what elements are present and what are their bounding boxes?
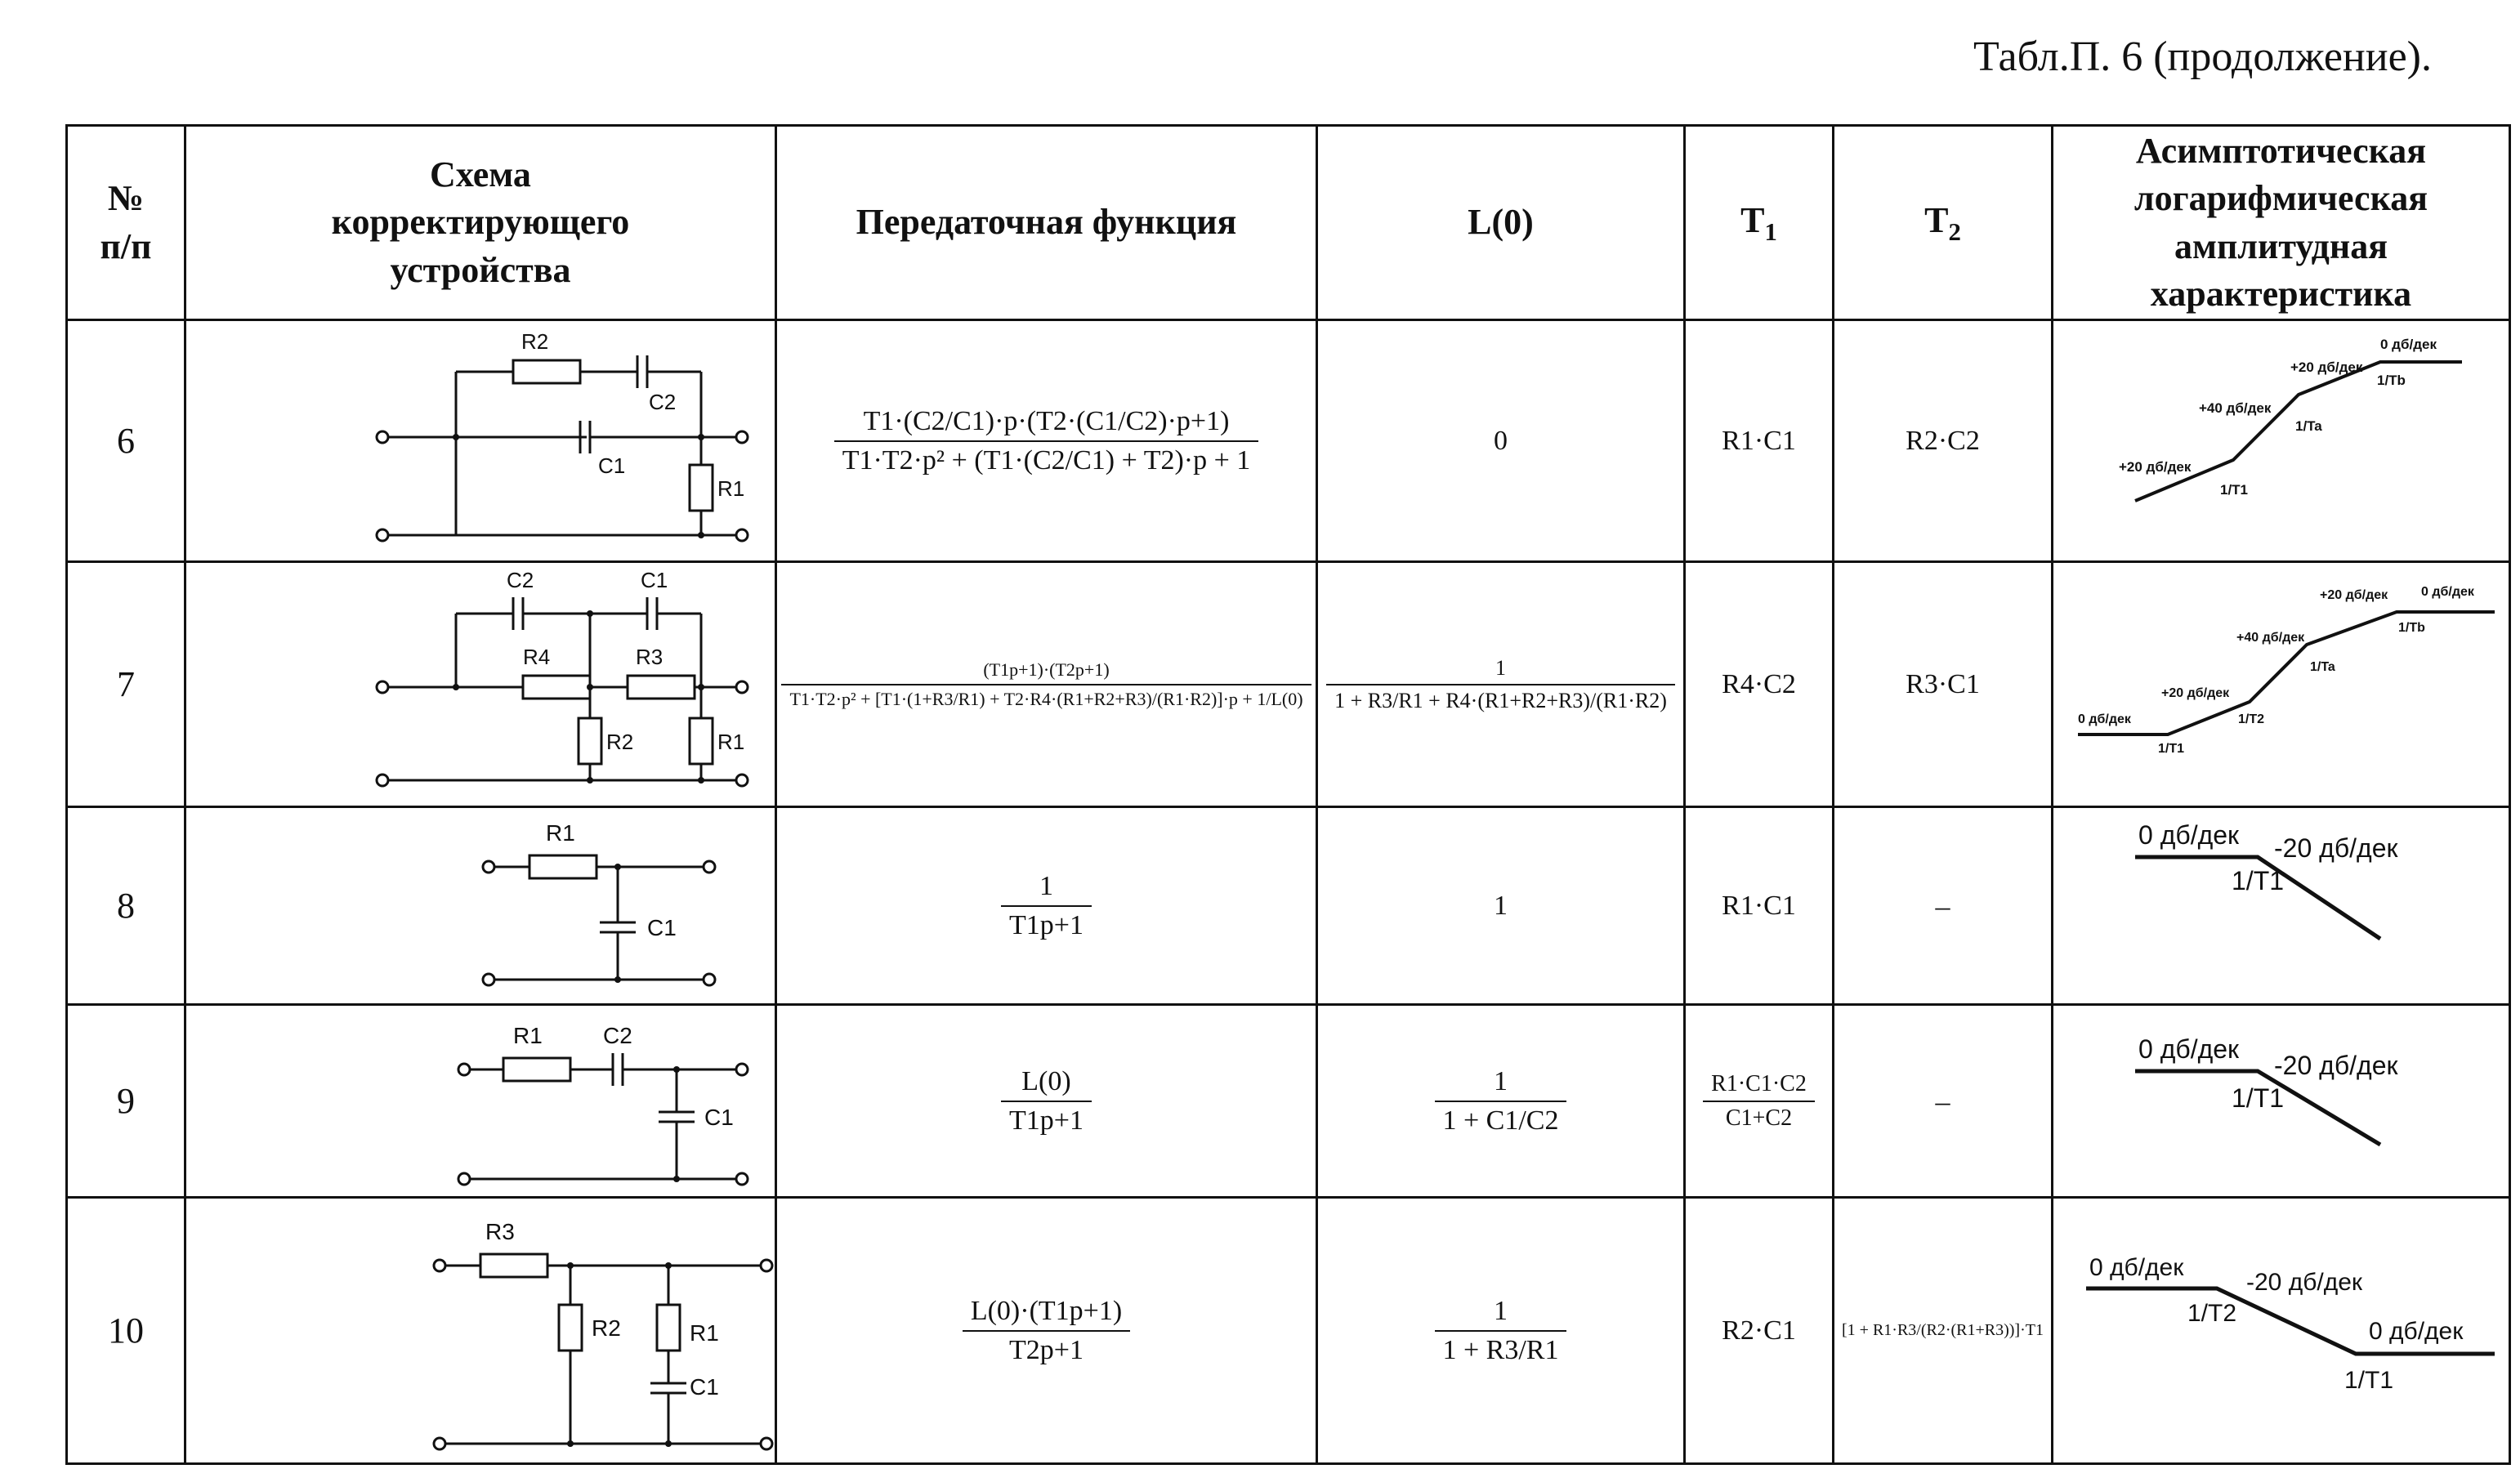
transfer-numerator: T1·(C2/C1)·p·(T2·(C1/C2)·p+1) xyxy=(863,405,1230,436)
slope-label-1: 0 дб/дек xyxy=(2138,1034,2240,1064)
t1-numerator: R1·C1·C2 xyxy=(1711,1070,1807,1096)
slope-label-4: 0 дб/дек xyxy=(2380,337,2437,352)
terminal-out-top xyxy=(736,1064,748,1075)
circuit-diagram-6 xyxy=(186,321,775,556)
terminal-in-top xyxy=(434,1260,445,1271)
terminal-in-bottom xyxy=(377,775,388,786)
resistor-r2 xyxy=(559,1305,582,1351)
transfer-fraction xyxy=(963,1293,1130,1369)
terminal-in-bottom xyxy=(483,974,494,985)
transfer-denominator: T2p+1 xyxy=(963,1330,1130,1369)
terminal-out-bottom xyxy=(704,974,715,985)
terminal-out-bottom xyxy=(736,775,748,786)
slope-label-2: -20 дб/дек xyxy=(2274,1051,2398,1080)
terminal-out-top xyxy=(761,1260,772,1271)
header-scheme xyxy=(185,126,776,320)
t1-value: R4·C2 xyxy=(1685,562,1834,807)
slope-label-1: 0 дб/дек xyxy=(2138,820,2240,850)
circuit-cell xyxy=(185,807,776,1005)
l0-value xyxy=(1317,1005,1685,1198)
circuit-cell xyxy=(185,320,776,562)
node xyxy=(698,777,704,784)
l0-value: 1 xyxy=(1317,807,1685,1005)
lach-plot-10 xyxy=(2053,1199,2509,1458)
label-r1: R1 xyxy=(717,476,745,501)
l0-numerator: 1 xyxy=(1493,1295,1508,1326)
transfer-function xyxy=(776,562,1317,807)
node xyxy=(453,684,459,690)
l0-fraction xyxy=(1435,1063,1567,1140)
resistor-r4 xyxy=(523,676,590,699)
freq-label-1: 1/T1 xyxy=(2232,1083,2285,1113)
l0-denominator: 1 + C1/C2 xyxy=(1435,1101,1567,1140)
table-row-10 xyxy=(67,1198,2510,1464)
slope-label-3: +20 дб/дек xyxy=(2290,359,2363,375)
transfer-denominator: T1·T2·p² + [T1·(1+R3/R1) + T2·R4·(R1+R2+R3)/(R1·R2)]·p + 1/L(0) xyxy=(781,684,1311,713)
header-scheme-line1: Схема xyxy=(430,154,531,195)
terminal-out-top xyxy=(736,431,748,443)
circuit-cell xyxy=(185,562,776,807)
row-number: 7 xyxy=(67,562,185,807)
lach-plot-6 xyxy=(2053,321,2509,556)
node xyxy=(698,532,704,538)
terminal-in-top xyxy=(458,1064,470,1075)
l0-numerator: 1 xyxy=(1493,1065,1508,1096)
label-r2: R2 xyxy=(521,329,549,354)
label-r2: R2 xyxy=(592,1315,621,1341)
transfer-denominator: T1p+1 xyxy=(1001,1101,1092,1140)
lach-cell xyxy=(2053,320,2510,562)
terminal-in-bottom xyxy=(377,529,388,541)
label-c2: C2 xyxy=(507,568,534,592)
label-r3: R3 xyxy=(485,1219,515,1244)
header-num-line1: № xyxy=(107,178,145,219)
table-row-7 xyxy=(67,562,2510,807)
t2-value: [1 + R1·R3/(R2·(R1+R3))]·T1 xyxy=(1834,1198,2053,1464)
l0-fraction xyxy=(1435,1293,1567,1369)
t1-value: R1·C1 xyxy=(1685,807,1834,1005)
label-c2: C2 xyxy=(603,1023,632,1048)
terminal-in-top xyxy=(377,431,388,443)
freq-label-1: 1/T1 xyxy=(2158,742,2185,756)
correction-devices-table xyxy=(65,124,2511,1465)
header-t1: $T_1$ xyxy=(1685,126,1834,320)
slope-label-4: 0 дб/дек xyxy=(2421,585,2474,599)
transfer-fraction xyxy=(781,656,1311,713)
t1-value: R2·C1 xyxy=(1685,1198,1834,1464)
lach-cell xyxy=(2053,562,2510,807)
lach-plot-7 xyxy=(2053,563,2509,801)
node xyxy=(587,684,593,690)
transfer-fraction xyxy=(834,403,1259,480)
node xyxy=(665,1262,672,1269)
slope-label-2: +40 дб/дек xyxy=(2236,631,2305,645)
resistor-r1 xyxy=(529,855,596,878)
label-c1: C1 xyxy=(641,568,668,592)
header-l0: L(0) xyxy=(1317,126,1685,320)
slope-label-1: +20 дб/дек xyxy=(2161,686,2230,700)
label-c1: C1 xyxy=(598,453,626,478)
lach-cell xyxy=(2053,1005,2510,1198)
slope-label-2: -20 дб/дек xyxy=(2274,833,2398,863)
row-number: 9 xyxy=(67,1005,185,1198)
resistor-r2 xyxy=(513,360,580,383)
transfer-function xyxy=(776,1198,1317,1464)
freq-label-2: 1/T1 xyxy=(2344,1367,2394,1394)
terminal-out-top xyxy=(736,681,748,693)
node xyxy=(567,1440,574,1447)
l0-value xyxy=(1317,562,1685,807)
terminal-out-bottom xyxy=(736,529,748,541)
terminal-in-bottom xyxy=(458,1173,470,1185)
table-row-9 xyxy=(67,1005,2510,1198)
row-number: 10 xyxy=(67,1198,185,1464)
transfer-function xyxy=(776,807,1317,1005)
freq-label-3: 1/Tb xyxy=(2377,373,2406,388)
circuit-diagram-8 xyxy=(186,808,775,999)
terminal-in-top xyxy=(483,861,494,873)
slope-label-0: 0 дб/дек xyxy=(2078,712,2131,726)
l0-fraction xyxy=(1326,653,1675,717)
resistor-r1 xyxy=(690,718,713,764)
circuit-cell xyxy=(185,1198,776,1464)
resistor-r1 xyxy=(657,1305,680,1351)
terminal-out-bottom xyxy=(736,1173,748,1185)
terminal-out-bottom xyxy=(761,1438,772,1449)
transfer-denominator: T1p+1 xyxy=(1001,905,1092,944)
slope-label-2: -20 дб/дек xyxy=(2246,1269,2363,1296)
label-r4: R4 xyxy=(523,645,551,669)
node xyxy=(673,1176,680,1182)
resistor-r2 xyxy=(579,718,601,764)
freq-label-3: 1/Ta xyxy=(2310,660,2335,674)
resistor-r3 xyxy=(628,676,695,699)
node xyxy=(698,684,704,690)
node xyxy=(567,1262,574,1269)
l0-numerator: 1 xyxy=(1495,655,1506,680)
header-t2: $T_2$ xyxy=(1834,126,2053,320)
t2-value: – xyxy=(1834,1005,2053,1198)
header-lach xyxy=(2053,126,2510,320)
header-scheme-line3: устройства xyxy=(390,249,571,290)
freq-label-1: 1/T1 xyxy=(2232,866,2285,895)
transfer-numerator: 1 xyxy=(1039,870,1053,901)
slope-label-1: +20 дб/дек xyxy=(2119,459,2192,475)
resistor-r3 xyxy=(480,1254,547,1277)
node xyxy=(587,777,593,784)
slope-label-3: 0 дб/дек xyxy=(2369,1318,2464,1345)
node xyxy=(665,1440,672,1447)
header-num xyxy=(67,126,185,320)
label-r1: R1 xyxy=(690,1320,719,1346)
circuit-diagram-7 xyxy=(186,563,775,801)
node xyxy=(587,610,593,617)
label-c1: C1 xyxy=(704,1105,734,1130)
node xyxy=(698,434,704,440)
terminal-in-top xyxy=(377,681,388,693)
l0-value: 0 xyxy=(1317,320,1685,562)
transfer-numerator: L(0) xyxy=(1021,1065,1071,1096)
lach-plot-9 xyxy=(2053,1006,2509,1192)
label-r1: R1 xyxy=(546,820,575,846)
resistor-r1 xyxy=(690,465,713,511)
label-r3: R3 xyxy=(636,645,664,669)
t2-value: R3·C1 xyxy=(1834,562,2053,807)
t1-value: R1·C1 xyxy=(1685,320,1834,562)
transfer-numerator: L(0)·(T1p+1) xyxy=(970,1295,1123,1326)
freq-label-2: 1/Ta xyxy=(2295,418,2322,434)
t2-value: – xyxy=(1834,807,2053,1005)
l0-value xyxy=(1317,1198,1685,1464)
transfer-numerator: (T1p+1)·(T2p+1) xyxy=(983,659,1110,680)
t1-fraction xyxy=(1703,1068,1815,1135)
t1-denominator: C1+C2 xyxy=(1703,1101,1815,1135)
slope-label-2: +40 дб/дек xyxy=(2199,400,2272,416)
table-row-6 xyxy=(67,320,2510,562)
header-lach-line3: амплитудная xyxy=(2174,225,2388,266)
t1-value xyxy=(1685,1005,1834,1198)
slope-label-3: +20 дб/дек xyxy=(2320,588,2388,602)
slope-label-1: 0 дб/дек xyxy=(2089,1254,2184,1281)
label-r1: R1 xyxy=(513,1023,543,1048)
transfer-function xyxy=(776,320,1317,562)
circuit-diagram-10 xyxy=(186,1199,775,1458)
l0-denominator: 1 + R3/R1 xyxy=(1435,1330,1567,1369)
node xyxy=(614,864,621,870)
transfer-fraction xyxy=(1001,1063,1092,1140)
node xyxy=(453,434,459,440)
node xyxy=(614,976,621,983)
lach-cell xyxy=(2053,1198,2510,1464)
freq-label-2: 1/T2 xyxy=(2238,712,2265,726)
label-c2: C2 xyxy=(649,390,677,414)
circuit-diagram-9 xyxy=(186,1006,775,1192)
label-r2: R2 xyxy=(606,730,634,754)
row-number: 8 xyxy=(67,807,185,1005)
freq-label-4: 1/Tb xyxy=(2398,621,2425,635)
t2-value: R2·C2 xyxy=(1834,320,2053,562)
header-num-line2: п/п xyxy=(100,225,152,266)
terminal-in-bottom xyxy=(434,1438,445,1449)
circuit-cell xyxy=(185,1005,776,1198)
l0-denominator: 1 + R3/R1 + R4·(R1+R2+R3)/(R1·R2) xyxy=(1326,684,1675,717)
header-lach-line2: логарифмическая xyxy=(2134,178,2428,219)
terminal-out-top xyxy=(704,861,715,873)
row-number: 6 xyxy=(67,320,185,562)
freq-label-1: 1/T1 xyxy=(2220,482,2249,498)
transfer-denominator: T1·T2·p² + (T1·(C2/C1) + T2)·p + 1 xyxy=(834,440,1259,480)
label-c1: C1 xyxy=(690,1374,719,1400)
lach-plot-8 xyxy=(2053,808,2509,999)
label-c1: C1 xyxy=(647,915,677,940)
header-lach-line4: характеристика xyxy=(2150,273,2412,314)
table-caption: Табл.П. 6 (продолжение). xyxy=(1973,33,2432,80)
header-row xyxy=(67,126,2510,320)
lach-cell xyxy=(2053,807,2510,1005)
header-lach-line1: Асимптотическая xyxy=(2135,131,2427,172)
header-transfer: Передаточная функция xyxy=(776,126,1317,320)
table-row-8 xyxy=(67,807,2510,1005)
node xyxy=(673,1066,680,1073)
header-scheme-line2: корректирующего xyxy=(331,202,630,243)
resistor-r1 xyxy=(503,1058,570,1081)
freq-label-1: 1/T2 xyxy=(2187,1300,2237,1327)
label-r1: R1 xyxy=(717,730,745,754)
transfer-fraction xyxy=(1001,868,1092,944)
transfer-function xyxy=(776,1005,1317,1198)
